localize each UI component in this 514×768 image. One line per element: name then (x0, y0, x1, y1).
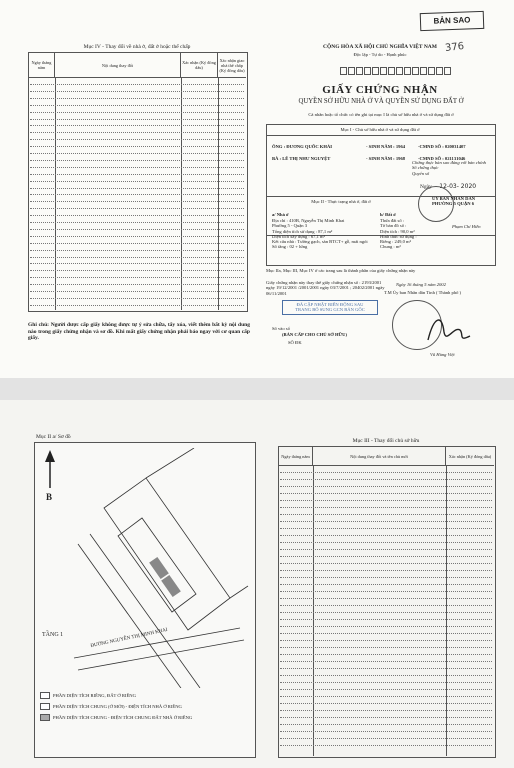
ruled-line (280, 542, 492, 543)
ruled-line (30, 229, 244, 230)
detail-row: Số tầng : 02 + lửng (272, 244, 308, 250)
section4-table-header (29, 53, 246, 78)
ruled-line (280, 661, 492, 662)
ruled-line (30, 291, 244, 292)
owner2-name: BÀ : LÊ THỊ NHƯ NGUYỆT (272, 156, 331, 161)
diagram-title: Mục II a/ Sơ đồ (36, 434, 71, 440)
ruled-line (280, 563, 492, 564)
floor-label: TẦNG 1 (42, 632, 64, 638)
ruled-line (280, 570, 492, 571)
ruled-line (280, 675, 492, 676)
detail-row: Phường 5 - Quận 3 (272, 223, 308, 229)
ward-stamp-text: ỦY BAN NHÂN DÂN PHƯỜNG 5 QUẬN 6 (432, 196, 476, 207)
ruled-line (30, 125, 244, 126)
ruled-line (280, 682, 492, 683)
section2-title: Mục II - Thực trạng nhà ở, đất ở (311, 199, 371, 204)
north-label: B (46, 492, 53, 502)
certificate-inner-sheet (0, 400, 514, 768)
section-note: Mục IIa, Mục III, Mục IV ở các trang sau là thành phần của giấy chứng nhận này (266, 268, 416, 273)
owner2-id: -CMND SỐ : 021131046 (418, 156, 466, 161)
ruled-line (30, 160, 244, 161)
ruled-line (30, 174, 244, 175)
ruled-line (30, 84, 244, 85)
owner2-birth: - SINH NĂM : 1968 (366, 156, 406, 161)
land-details (380, 218, 460, 250)
detail-row: Tổng diện tích sử dụng : 87,1 m² (272, 228, 333, 234)
legend-text: PHẦN DIỆN TÍCH CHUNG - ĐIỆN TÍCH CHUNG ĐẤT NHÀ Ở RIÊNG (53, 714, 193, 720)
ruled-line (280, 689, 492, 690)
serial-boxes (340, 67, 452, 75)
detail-row: Riêng : 249,0 m² (380, 239, 411, 245)
ruled-line (30, 270, 244, 271)
section4-title: Mục IV - Thay đổi về nhà ở, đất ở hoặc thế chấp (83, 44, 191, 50)
ruled-line (30, 305, 244, 306)
ruled-line (30, 208, 244, 209)
ruled-line (280, 514, 492, 515)
copy-for-owner: (BẢN CẤP CHO CHỦ SỞ HỮU) (282, 332, 348, 337)
ruled-line (280, 703, 492, 704)
issuing-authority: T.M Ủy ban Nhân dân Tỉnh ( Thành phố ) (384, 290, 462, 295)
certificate-front-sheet (0, 0, 514, 378)
ruled-line (280, 605, 492, 606)
ruled-line (30, 201, 244, 202)
ruled-line (30, 181, 244, 182)
update-stamp: ĐÃ CẬP NHẬT BIẾN ĐỘNG SAU TRANG BỔ SUNG GCN BẢN GỐC (282, 300, 378, 315)
detail-row: Hình thức sử dụng : (380, 233, 417, 239)
legend-row (40, 703, 240, 710)
owner1-id: -CMND SỐ : 020031407 (418, 144, 466, 149)
ruled-line (280, 591, 492, 592)
ruled-line (30, 146, 244, 147)
ruled-line (280, 619, 492, 620)
ruled-line (280, 731, 492, 732)
ruled-line (280, 717, 492, 718)
ruled-line (30, 98, 244, 99)
signer-name: Vũ Hùng Việt (430, 352, 455, 357)
ruled-line (30, 284, 244, 285)
house-title: a/ Nhà ở (272, 212, 289, 217)
ruled-line (280, 598, 492, 599)
legend-row (40, 714, 240, 721)
ruled-line (30, 167, 244, 168)
signature (420, 310, 480, 350)
section1-title: Mục I - Chủ sở hữu nhà ở và sử dụng đất ở (340, 127, 420, 132)
ruled-line (280, 640, 492, 641)
detail-row: Tờ bản đồ số : (380, 223, 407, 229)
ruled-line (30, 250, 244, 251)
ruled-line (280, 710, 492, 711)
serial-label: SỐ ĐK (288, 340, 302, 345)
ruled-line (280, 696, 492, 697)
ruled-line (280, 745, 492, 746)
certificate-intro: Cá nhân hoặc tổ chức có tên ghi tại mục I là chủ sở hữu nhà ở và sử dụng đất ở (308, 112, 454, 117)
copy-stamp: BẢN SAO (420, 11, 485, 31)
issue-date: Ngày 16 tháng 5 năm 2002 (396, 282, 446, 287)
ruled-line (30, 132, 244, 133)
handwritten-number: 376 (444, 41, 465, 54)
ruled-line (30, 105, 244, 106)
ruled-line (280, 668, 492, 669)
column-date: Ngày tháng năm (29, 53, 55, 77)
diagram-legend (40, 692, 240, 725)
ruled-line (30, 263, 244, 264)
detail-row: Diện tích xây dựng : 67,1 m² (272, 233, 325, 239)
column-content: Nội dung thay đổi và tên chủ mới (313, 447, 446, 465)
legend-text: PHẦN DIỆN TÍCH RIÊNG, ĐẤT Ở RIÊNG (53, 692, 136, 698)
owner1-birth: - SINH NĂM : 1964 (366, 144, 406, 149)
ruled-line (280, 738, 492, 739)
ruled-line (280, 535, 492, 536)
ruled-line (280, 493, 492, 494)
owner1-name: ÔNG : ĐƯƠNG QUỐC KHẢI (272, 144, 333, 149)
ruled-line (280, 577, 492, 578)
ruled-line (280, 486, 492, 487)
column-confirm: Xác nhận (Ký đóng dấu) (181, 53, 218, 77)
ruled-line (30, 194, 244, 195)
ruled-line (280, 549, 492, 550)
copy-date: Ngày 12-03- 2020 (420, 183, 477, 190)
ruled-line (280, 479, 492, 480)
ruled-line (30, 119, 244, 120)
ruled-line (30, 277, 244, 278)
detail-row: Địa chỉ : 410B, Nguyễn Thị Minh Khai (272, 218, 345, 223)
site-plan (34, 448, 254, 688)
section3-table-header (279, 447, 494, 466)
ruled-line (280, 500, 492, 501)
ruled-line (30, 91, 244, 92)
detail-row: Kết cấu nhà : Tường gạch, sàn BTCT+ gỗ, mái ngói (272, 239, 368, 245)
register-number: Số vào sổ (272, 326, 290, 331)
ruled-line (30, 153, 244, 154)
stamped-name: Phạm Chí Hiền (452, 224, 481, 229)
ruled-line (30, 139, 244, 140)
ruled-line (30, 222, 244, 223)
ruled-line (30, 112, 244, 113)
street-label: ĐƯỜNG NGUYỄN THỊ MINH KHAI (90, 627, 169, 650)
certificate-title: GIẤY CHỨNG NHẬN (322, 84, 438, 96)
detail-row: Diện tích : 90,0 m² (380, 228, 415, 234)
certificate-subtitle: QUYỀN SỞ HỮU NHÀ Ở VÀ QUYỀN SỬ DỤNG ĐẤT Ở (298, 98, 464, 105)
ruled-line (280, 556, 492, 557)
ruled-line (280, 612, 492, 613)
column-date: Ngày tháng năm (279, 447, 313, 465)
legend-swatch (40, 703, 50, 710)
legend-row (40, 692, 240, 699)
ruled-line (30, 236, 244, 237)
ruled-line (30, 188, 244, 189)
certificate-note: Ghi chú: Người được cấp giấy không được tự ý sửa chữa, tẩy xóa, viết thêm bất kỳ nội dung nào trong giấy chứng nhận và sơ đồ. Khi mất giấy chứng nhận phải báo ngay với cơ quan cấp giấy. (28, 322, 250, 342)
column-content: Nội dung thay đổi (55, 53, 181, 77)
legend-swatch (40, 714, 50, 721)
ruled-line (280, 654, 492, 655)
ruled-line (280, 724, 492, 725)
ruled-line (30, 257, 244, 258)
ruled-line (280, 507, 492, 508)
ruled-line (30, 298, 244, 299)
ruled-line (280, 626, 492, 627)
ruled-line (280, 633, 492, 634)
ruled-line (280, 472, 492, 473)
ruled-line (280, 528, 492, 529)
country-name: CỘNG HÒA XÃ HỘI CHỦ NGHĨA VIỆT NAM (323, 44, 437, 50)
ruled-line (30, 215, 244, 216)
ruled-line (280, 647, 492, 648)
land-title: b/ Đất ở (380, 212, 396, 217)
ruled-line (30, 243, 244, 244)
detail-row: Chung : m² (380, 244, 401, 250)
house-details (272, 218, 392, 250)
page-gap (0, 378, 514, 400)
copy-certification: Chứng thực bản sao đúng với bản chính Số chứng thực Quyển số (412, 160, 486, 176)
ruled-line (280, 521, 492, 522)
column-mortgage: Xác nhận giao nhà thế chấp (Ký đóng dấu) (219, 57, 245, 73)
replacement-note: Giấy chứng nhận này thay thế giấy chứng nhận số : 2193/2001 ngày 19/12/2001 /2001/2001 ngày 03/7/2001 ; 20402/2001 ngày 06/11/2001 (266, 280, 385, 296)
column-confirm: Xác nhận (Ký đóng dấu) (448, 453, 492, 459)
legend-swatch (40, 692, 50, 699)
section3-title: Mục III - Thay đổi chủ sở hữu (352, 438, 420, 444)
legend-text: PHẦN DIỆN TÍCH CHUNG (Ở MỚI) - ĐIỆN TÍCH NHÀ Ở RIÊNG (53, 703, 182, 709)
ruled-line (280, 584, 492, 585)
detail-row: Thửa đất số : (380, 218, 405, 223)
country-motto: Độc lập - Tự do - Hạnh phúc (353, 52, 407, 57)
